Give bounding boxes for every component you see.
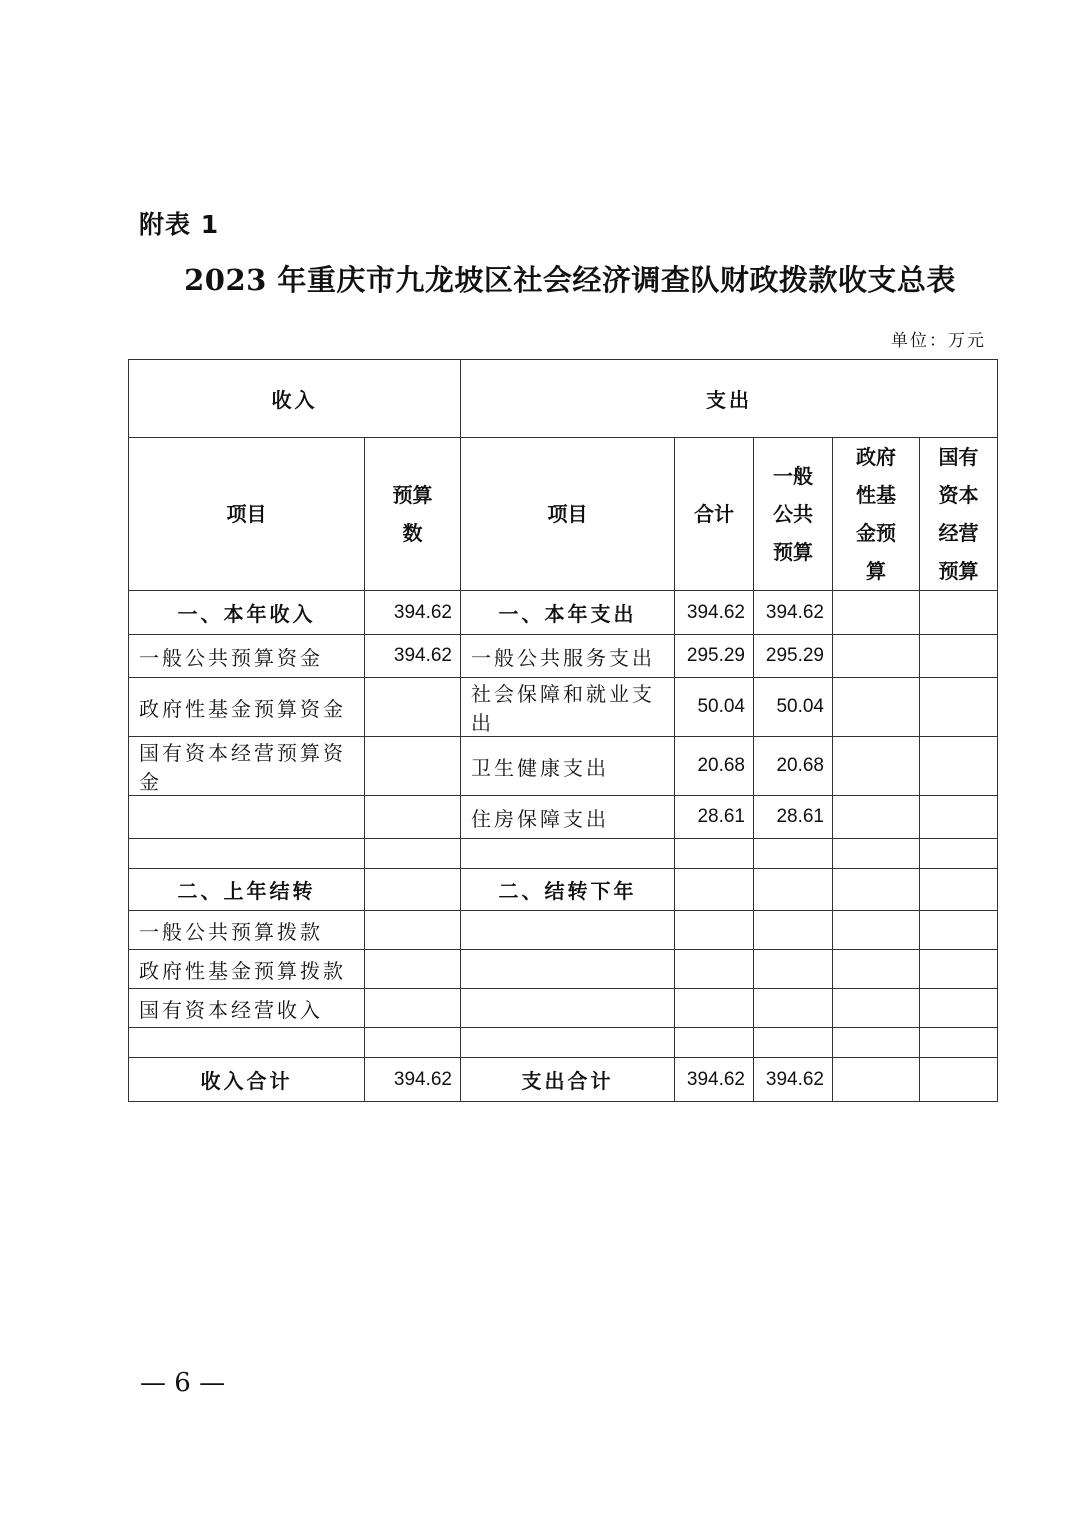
col-header-budget-count: 预算数 xyxy=(365,438,461,591)
general-budget-cell: 50.04 xyxy=(754,678,833,737)
income-item-cell: 二、上年结转 xyxy=(129,869,365,911)
income-item-cell xyxy=(129,839,365,869)
state-capital-cell xyxy=(920,1028,998,1058)
expense-item-cell xyxy=(461,839,675,869)
expense-item-cell xyxy=(461,1028,675,1058)
state-capital-cell xyxy=(920,869,998,911)
total-cell xyxy=(675,950,754,989)
income-amount-cell xyxy=(365,678,461,737)
income-item-cell: 政府性基金预算拨款 xyxy=(129,950,365,989)
income-amount-cell: 394.62 xyxy=(365,1058,461,1102)
expense-item-cell: 一、本年支出 xyxy=(461,591,675,635)
income-amount-cell xyxy=(365,796,461,839)
state-capital-cell xyxy=(920,678,998,737)
gov-fund-cell xyxy=(833,869,920,911)
general-budget-cell: 394.62 xyxy=(754,591,833,635)
expense-item-cell xyxy=(461,911,675,950)
table-row xyxy=(129,950,998,989)
col-header-income-item: 项目 xyxy=(129,438,365,591)
income-amount-cell xyxy=(365,869,461,911)
gov-fund-cell xyxy=(833,839,920,869)
income-amount-cell xyxy=(365,839,461,869)
table-row xyxy=(129,796,998,839)
income-item-cell: 政府性基金预算资金 xyxy=(129,678,365,737)
expense-item-cell: 二、结转下年 xyxy=(461,869,675,911)
column-header-row xyxy=(129,438,998,591)
income-amount-cell xyxy=(365,911,461,950)
total-cell xyxy=(675,839,754,869)
table-row xyxy=(129,989,998,1028)
general-budget-cell: 295.29 xyxy=(754,635,833,678)
budget-summary-table xyxy=(128,359,998,1102)
document-title: 2023 年重庆市九龙坡区社会经济调查队财政拨款收支总表 xyxy=(184,263,956,297)
table-row xyxy=(129,737,998,796)
general-budget-cell xyxy=(754,839,833,869)
income-amount-cell xyxy=(365,950,461,989)
gov-fund-cell xyxy=(833,950,920,989)
income-amount-cell xyxy=(365,1028,461,1058)
page-number: — 6 — xyxy=(140,1368,226,1398)
gov-fund-cell xyxy=(833,635,920,678)
income-item-cell: 收入合计 xyxy=(129,1058,365,1102)
total-cell: 20.68 xyxy=(675,737,754,796)
expense-item-cell: 一般公共服务支出 xyxy=(461,635,675,678)
general-budget-cell: 394.62 xyxy=(754,1058,833,1102)
table-row xyxy=(129,635,998,678)
income-amount-cell xyxy=(365,989,461,1028)
expense-header: 支出 xyxy=(461,360,998,438)
income-item-cell: 国有资本经营预算资金 xyxy=(129,737,365,796)
table-row xyxy=(129,869,998,911)
state-capital-cell xyxy=(920,635,998,678)
total-cell: 28.61 xyxy=(675,796,754,839)
unit-label: 单位：万元 xyxy=(891,331,986,351)
col-header-expense-item: 项目 xyxy=(461,438,675,591)
income-amount-cell xyxy=(365,737,461,796)
general-budget-cell: 28.61 xyxy=(754,796,833,839)
general-budget-cell: 20.68 xyxy=(754,737,833,796)
gov-fund-cell xyxy=(833,737,920,796)
total-cell xyxy=(675,911,754,950)
state-capital-cell xyxy=(920,989,998,1028)
general-budget-cell xyxy=(754,911,833,950)
income-header: 收入 xyxy=(129,360,461,438)
expense-item-cell xyxy=(461,950,675,989)
table-row xyxy=(129,1028,998,1058)
total-cell: 394.62 xyxy=(675,1058,754,1102)
gov-fund-cell xyxy=(833,591,920,635)
gov-fund-cell xyxy=(833,911,920,950)
gov-fund-cell xyxy=(833,1028,920,1058)
table-row xyxy=(129,591,998,635)
general-budget-cell xyxy=(754,989,833,1028)
table-row xyxy=(129,678,998,737)
gov-fund-cell xyxy=(833,989,920,1028)
income-amount-cell: 394.62 xyxy=(365,635,461,678)
income-item-cell xyxy=(129,796,365,839)
total-cell xyxy=(675,869,754,911)
table-row xyxy=(129,1058,998,1102)
expense-item-cell xyxy=(461,989,675,1028)
expense-item-cell: 卫生健康支出 xyxy=(461,737,675,796)
attachment-label: 附表 1 xyxy=(139,210,220,239)
expense-item-cell: 社会保障和就业支出 xyxy=(461,678,675,737)
income-item-cell: 一般公共预算拨款 xyxy=(129,911,365,950)
total-cell: 394.62 xyxy=(675,591,754,635)
state-capital-cell xyxy=(920,950,998,989)
state-capital-cell xyxy=(920,911,998,950)
section-header-row xyxy=(129,360,998,438)
gov-fund-cell xyxy=(833,1058,920,1102)
col-header-general-budget: 一般公共预算 xyxy=(754,438,833,591)
expense-item-cell: 支出合计 xyxy=(461,1058,675,1102)
total-cell: 50.04 xyxy=(675,678,754,737)
income-item-cell xyxy=(129,1028,365,1058)
state-capital-cell xyxy=(920,737,998,796)
total-cell xyxy=(675,1028,754,1058)
total-cell: 295.29 xyxy=(675,635,754,678)
state-capital-cell xyxy=(920,796,998,839)
expense-item-cell: 住房保障支出 xyxy=(461,796,675,839)
table-row xyxy=(129,839,998,869)
gov-fund-cell xyxy=(833,678,920,737)
income-item-cell: 一、本年收入 xyxy=(129,591,365,635)
col-header-state-capital: 国有资本经营预算 xyxy=(920,438,998,591)
general-budget-cell xyxy=(754,1028,833,1058)
col-header-gov-fund: 政府性基金预算 xyxy=(833,438,920,591)
income-item-cell: 国有资本经营收入 xyxy=(129,989,365,1028)
table-row xyxy=(129,911,998,950)
table-body xyxy=(129,591,998,1102)
gov-fund-cell xyxy=(833,796,920,839)
state-capital-cell xyxy=(920,591,998,635)
general-budget-cell xyxy=(754,950,833,989)
general-budget-cell xyxy=(754,869,833,911)
income-item-cell: 一般公共预算资金 xyxy=(129,635,365,678)
total-cell xyxy=(675,989,754,1028)
col-header-total: 合计 xyxy=(675,438,754,591)
income-amount-cell: 394.62 xyxy=(365,591,461,635)
state-capital-cell xyxy=(920,1058,998,1102)
state-capital-cell xyxy=(920,839,998,869)
